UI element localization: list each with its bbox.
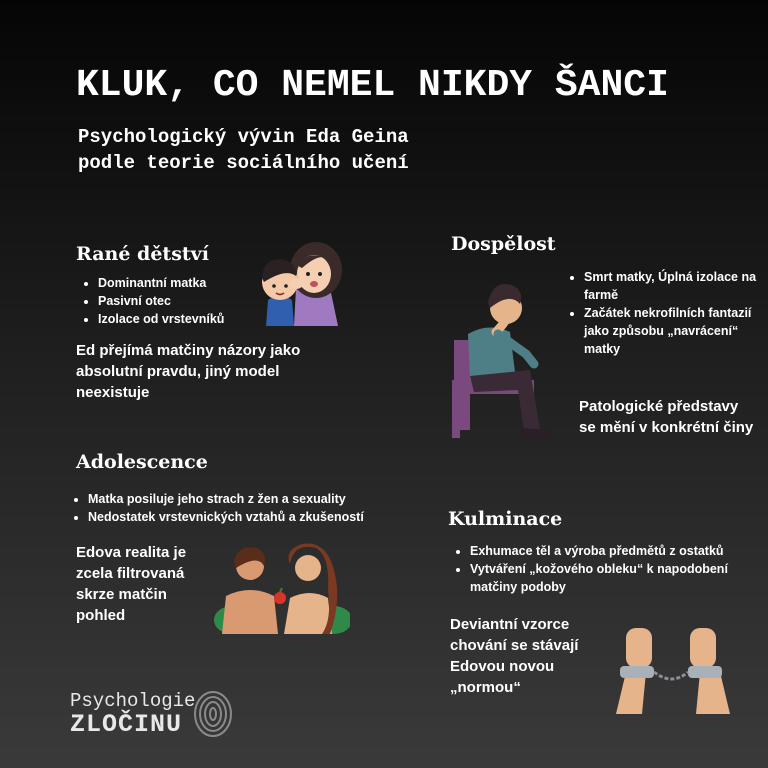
adolescence-bullets — [70, 490, 428, 526]
adam-eve-illustration — [214, 540, 350, 634]
adulthood-paragraph: Patologické představy se mění v konkrétní činy — [579, 398, 754, 436]
list-item: • Vytváření „kožového obleku“ k napodobení matčiny podoby — [470, 560, 768, 596]
page-title: KLUK, CO NEMEL NIKDY ŠANCI — [76, 64, 669, 107]
culmination-heading: Kulminace — [448, 508, 563, 530]
subtitle-line-2: podle teorie sociálního učení — [78, 152, 409, 174]
list-item: • Matka posiluje jeho strach z žen a sexuality — [88, 490, 428, 508]
list-item: • Dominantní matka — [98, 274, 278, 292]
adulthood-bullets — [566, 268, 764, 358]
culmination-paragraph: Deviantní vzorce chování se stávají Edovou novou „normou“ — [450, 616, 579, 696]
fingerprint-icon — [192, 690, 234, 738]
list-item: • Smrt matky, Úplná izolace na farmě — [584, 268, 764, 304]
list-item: • Exhumace těl a výroba předmětů z ostatků — [470, 542, 768, 560]
culmination-bullets — [452, 542, 768, 596]
handcuffs-illustration — [606, 614, 736, 714]
sad-man-illustration — [444, 268, 560, 444]
early-childhood-paragraph: Ed přejímá matčiny názory jako absolutní pravdu, jiný model neexistuje — [76, 342, 301, 401]
list-item: • Začátek nekrofilních fantazií jako způsobu „navrácení“ matky — [584, 304, 764, 358]
early-childhood-heading: Rané dětství — [76, 243, 209, 265]
adolescence-paragraph: Edova realita je zcela filtrovaná skrze matčin pohled — [76, 544, 187, 624]
logo-line-1: Psychologie — [70, 690, 196, 712]
logo-line-2: ZLOČINU — [70, 710, 183, 739]
mother-child-illustration — [246, 226, 342, 326]
list-item: • Izolace od vrstevníků — [98, 310, 278, 328]
list-item: • Pasivní otec — [98, 292, 278, 310]
page-subtitle — [78, 124, 498, 176]
list-item: • Nedostatek vrstevnických vztahů a zkušeností — [88, 508, 428, 526]
adulthood-heading: Dospělost — [451, 233, 556, 255]
subtitle-line-1: Psychologický vývin Eda Geina — [78, 126, 409, 148]
adolescence-heading: Adolescence — [76, 451, 208, 473]
